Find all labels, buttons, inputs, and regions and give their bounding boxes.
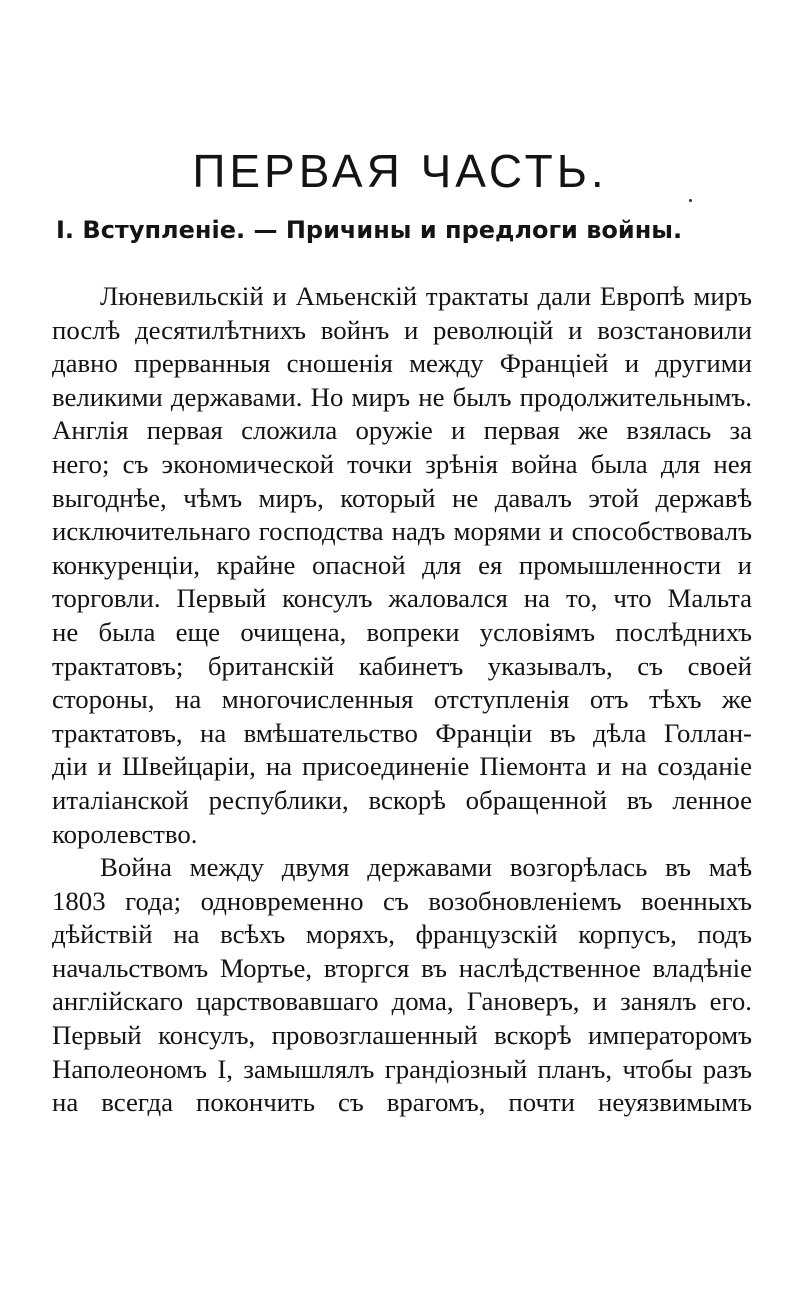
text-line: англійскаго царствовавшаго дома, Гановеръ, и занялъ его. (52, 986, 752, 1017)
text-line: Англія первая сложила оружіе и первая же взялась за (52, 415, 752, 446)
text-line: не была еще очищена, вопреки условіямъ послѣднихъ (52, 616, 752, 647)
text-line: королевство. (52, 818, 198, 849)
text-line: 1803 года; одновременно съ возобновленіемъ военныхъ (52, 885, 752, 916)
text-line: трактатовъ; британскій кабинетъ указывалъ, съ своей (52, 650, 752, 681)
text-line: послѣ десятилѣтнихъ войнъ и революцій и возстановили (52, 314, 752, 345)
text-line: діи и Швейцаріи, на присоединеніе Піемонта и на созданіе (52, 751, 752, 782)
section-heading: I. Вступленіе. — Причины и предлоги войны. (56, 216, 683, 244)
text-line: стороны, на многочисленныя отступленія отъ тѣхъ же (52, 684, 752, 715)
body-text (52, 280, 752, 1120)
text-line: начальствомъ Мортье, вторгся въ наслѣдственное владѣніе (52, 952, 752, 983)
text-line: великими державами. Но миръ не былъ продолжительнымъ. (52, 381, 752, 412)
text-line: на всегда покончить съ врагомъ, почти неуязвимымъ (52, 1087, 752, 1118)
text-line: дѣйствій на всѣхъ моряхъ, французскій корпусъ, подъ (52, 919, 752, 950)
text-line: торговли. Первый консулъ жаловался на то, что Мальта (52, 583, 752, 614)
print-speck (689, 199, 692, 202)
text-line: давно прерванныя сношенія между Франціей и другими (52, 348, 752, 379)
paragraph-2 (52, 851, 752, 1120)
text-line: конкуренціи, крайне опасной для ея промышленности и (52, 549, 752, 580)
text-line: исключительнаго господства надъ морями и способствовалъ (52, 516, 752, 547)
text-line: выгоднѣе, чѣмъ миръ, который не давалъ этой державѣ (52, 482, 752, 513)
text-line: трактатовъ, на вмѣшательство Франціи въ дѣла Голлан- (52, 717, 752, 748)
text-line: Первый консулъ, провозглашенный вскорѣ императоромъ (52, 1020, 752, 1051)
text-line: Наполеономъ I, замышлялъ грандіозный планъ, чтобы разъ (52, 1053, 752, 1084)
text-line: Война между двумя державами возгорѣлась въ маѣ (100, 852, 752, 883)
text-line: италіанской республики, вскорѣ обращенной въ ленное (52, 784, 752, 815)
part-title: ПЕРВАЯ ЧАСТЬ. (192, 145, 608, 197)
text-line: Люневильскій и Амьенскій трактаты дали Европѣ миръ (100, 281, 752, 311)
paragraph-1 (52, 280, 752, 851)
text-line: него; съ экономической точки зрѣнія война была для нея (52, 448, 752, 479)
